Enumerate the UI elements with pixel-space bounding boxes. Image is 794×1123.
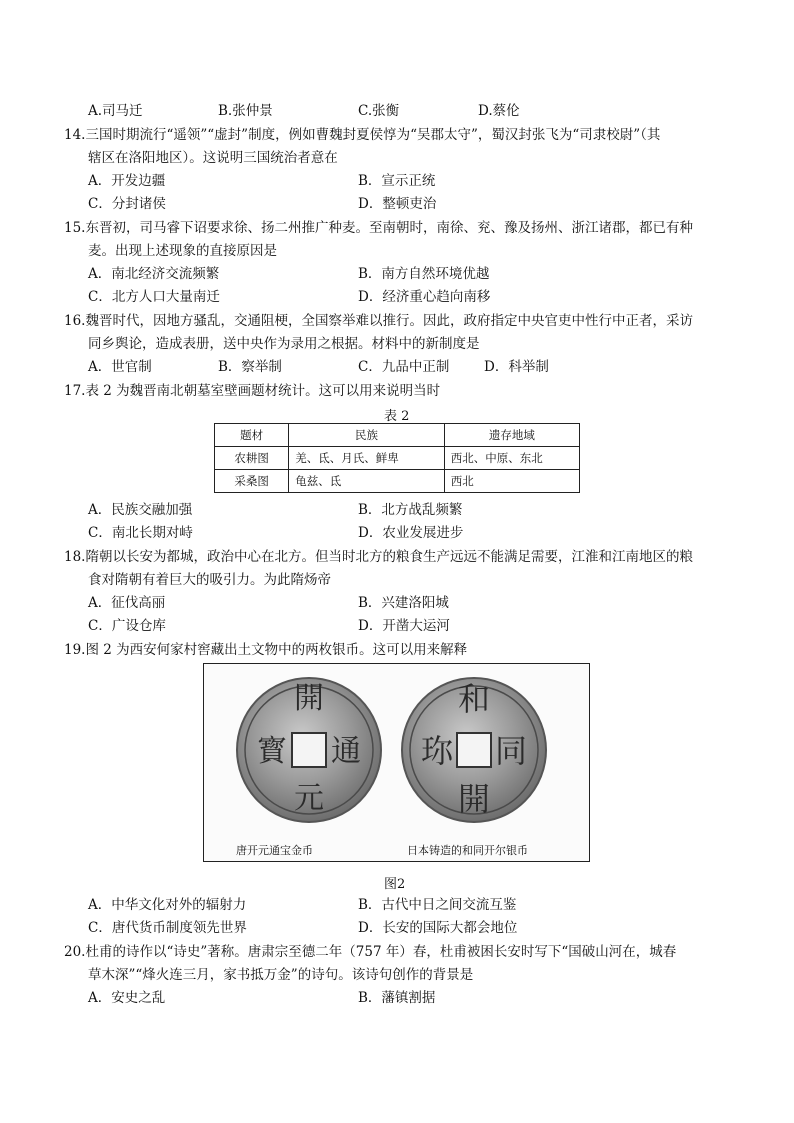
q14-stem-line2: 辖区在洛阳地区）。这说明三国统治者意在 — [88, 150, 338, 166]
q14-option-a: A．开发边疆 — [88, 173, 166, 189]
coins-image — [204, 664, 589, 861]
coin2-char-bottom: 開 — [457, 780, 491, 818]
q20-option-a: A．安史之乱 — [88, 990, 166, 1006]
q19-stem-line1: 19.图 2 为西安何家村窖藏出土文物中的两枚银币。这可以用来解释 — [64, 642, 468, 658]
table-cell: 采桑图 — [215, 470, 289, 493]
q20-stem-line2: 草木深”“烽火连三月，家书抵万金”的诗句。该诗句创作的背景是 — [88, 967, 474, 983]
table-header-row — [215, 424, 580, 447]
table-row — [215, 447, 580, 470]
q17-option-b: B．北方战乱频繁 — [358, 502, 463, 518]
q16-option-b: B．察举制 — [218, 359, 282, 375]
q18-stem-line2: 食对隋朝有着巨大的吸引力。为此隋炀帝 — [88, 572, 331, 588]
coin1-char-bottom: 元 — [294, 781, 324, 816]
wadokaichin-coin — [402, 678, 546, 822]
table-header-cell: 遗存地域 — [444, 424, 579, 447]
q20-stem-line1: 20.杜甫的诗作以“诗史”著称。唐肃宗至德二年（757 年）春，杜甫被困长安时写下“国破山河在，城春 — [64, 944, 677, 960]
table-cell: 农耕图 — [215, 447, 289, 470]
q15-option-a: A．南北经济交流频繁 — [88, 266, 220, 282]
q13-option-b: B.张仲景 — [218, 103, 273, 119]
q14-stem-line1: 14.三国时期流行“遥领”“虚封”制度，例如曹魏封夏侯惇为“吴郡太守”，蜀汉封张飞为“司隶校尉”（其 — [64, 127, 661, 143]
table-cell: 羌、氐、月氏、鲜卑 — [289, 447, 445, 470]
q15-stem-line2: 麦。出现上述现象的直接原因是 — [88, 243, 277, 259]
q14-option-b: B．宣示正统 — [358, 173, 436, 189]
q17-option-a: A．民族交融加强 — [88, 502, 193, 518]
q15-option-b: B．南方自然环境优越 — [358, 266, 490, 282]
q17-option-c: C．南北长期对峙 — [88, 525, 193, 541]
q13-option-d: D.蔡伦 — [478, 103, 520, 119]
table-row — [215, 470, 580, 493]
table-header-cell: 题材 — [215, 424, 289, 447]
coin2-char-left: 珎 — [420, 732, 454, 770]
q19-option-b: B．古代中日之间交流互鉴 — [358, 897, 517, 913]
q17-option-d: D．农业发展进步 — [358, 525, 464, 541]
q16-stem-line1: 16.魏晋时代，因地方骚乱，交通阻梗，全国察举难以推行。因此，政府指定中央官吏中性行中正者，采访 — [64, 313, 693, 329]
table-cell: 西北、中原、东北 — [444, 447, 579, 470]
coin1-char-left: 寳 — [257, 734, 287, 769]
q19-option-d: D．长安的国际大都会地位 — [358, 920, 518, 936]
coins-figure — [203, 663, 590, 862]
coin1-caption: 唐开元通宝金币 — [236, 844, 313, 857]
q14-option-d: D．整顿吏治 — [358, 196, 437, 212]
q17-stem-line1: 17.表 2 为魏晋南北朝墓室壁画题材统计。这可以用来说明当时 — [64, 383, 441, 399]
coin2-caption: 日本铸造的和同开尔银币 — [407, 844, 528, 857]
q13-option-c: C.张衡 — [358, 103, 400, 119]
q20-option-b: B．藩镇割据 — [358, 990, 436, 1006]
kaiyuan-coin — [237, 678, 381, 822]
q18-option-c: C．广设仓库 — [88, 618, 166, 634]
figure-label: 图2 — [384, 877, 406, 892]
q16-stem-line2: 同乡舆论，造成表册，送中央作为录用之根据。材料中的新制度是 — [88, 336, 480, 352]
q16-option-d: D．科举制 — [484, 359, 549, 375]
q18-stem-line1: 18.隋朝以长安为都城，政治中心在北方。但当时北方的粮食生产远远不能满足需要，江淮和江南地区的粮 — [64, 549, 693, 565]
coin1-char-right: 通 — [331, 734, 361, 769]
q15-option-c: C．北方人口大量南迁 — [88, 289, 220, 305]
q18-option-a: A．征伐高丽 — [88, 595, 166, 611]
table-cell: 龟兹、氐 — [289, 470, 445, 493]
q16-option-a: A．世官制 — [88, 359, 152, 375]
q14-option-c: C．分封诸侯 — [88, 196, 166, 212]
murals-table — [214, 423, 580, 493]
q13-option-a: A.司马迁 — [88, 103, 143, 119]
table-header-cell: 民族 — [289, 424, 445, 447]
table-cell: 西北 — [444, 470, 579, 493]
coin1-char-top: 開 — [294, 681, 324, 716]
coin2-char-right: 同 — [494, 732, 528, 770]
q18-option-b: B．兴建洛阳城 — [358, 595, 449, 611]
table-title: 表 2 — [384, 409, 410, 424]
q15-stem-line1: 15.东晋初，司马睿下诏要求徐、扬二州推广种麦。至南朝时，南徐、兖、豫及扬州、浙江诸郡，都已有种 — [64, 220, 693, 236]
q19-option-c: C．唐代货币制度领先世界 — [88, 920, 247, 936]
q18-option-d: D．开凿大运河 — [358, 618, 450, 634]
q15-option-d: D．经济重心趋向南移 — [358, 289, 491, 305]
q16-option-c: C．九品中正制 — [358, 359, 450, 375]
q19-option-a: A．中华文化对外的辐射力 — [88, 897, 247, 913]
coin2-char-top: 和 — [457, 680, 491, 718]
